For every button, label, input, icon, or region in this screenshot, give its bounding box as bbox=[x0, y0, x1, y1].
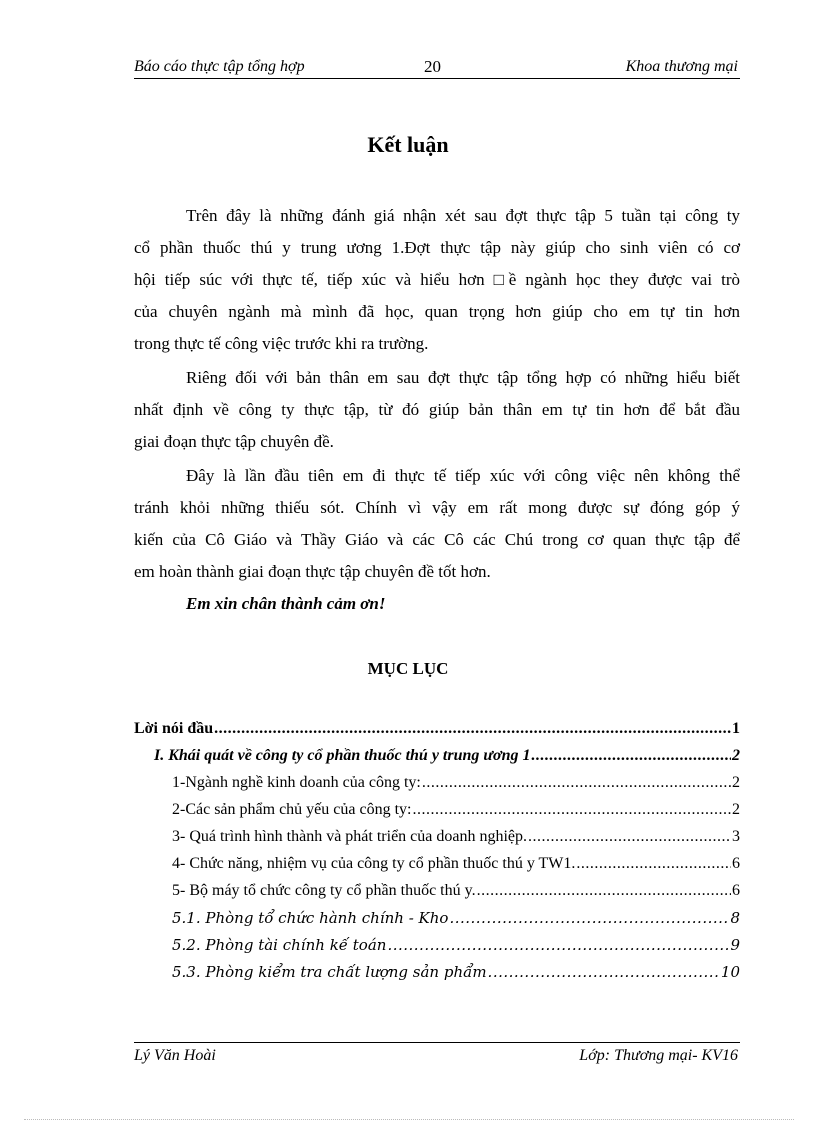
toc-entry-label: 1-Ngành nghề kinh doanh của công ty: bbox=[172, 774, 421, 791]
toc-entry-page: 2 bbox=[732, 801, 740, 818]
toc-entry-page: 6 bbox=[732, 855, 740, 872]
toc-leader-dots bbox=[488, 963, 720, 981]
page-footer bbox=[134, 1042, 740, 1069]
toc-leader-dots bbox=[531, 747, 731, 765]
header-department: Khoa thương mại bbox=[625, 58, 738, 75]
toc-entry-label: 5.1. Phòng tổ chức hành chính - Kho bbox=[172, 909, 449, 927]
toc-title: MỤC LỤC bbox=[367, 659, 449, 678]
toc-leader-dots bbox=[477, 882, 731, 900]
thanks-line: Em xin chân thành cảm ơn! bbox=[186, 594, 386, 613]
toc-entry-label: 2-Các sản phẩm chủ yếu của công ty: bbox=[172, 801, 412, 818]
toc-entry-label: 4- Chức năng, nhiệm vụ của công ty cổ phần thuốc thú y TW1. bbox=[172, 855, 576, 872]
toc-entry-label: Lời nói đầu bbox=[134, 720, 214, 737]
table-of-contents bbox=[134, 720, 740, 990]
text-line: trong thực tế công việc trước khi ra trường. bbox=[134, 334, 429, 353]
page-title: Kết luận bbox=[367, 132, 449, 157]
page-header bbox=[134, 56, 740, 79]
text-line: em hoàn thành giai đoạn thực tập chuyên đề tốt hơn. bbox=[134, 562, 491, 581]
conclusion-paragraph-3 bbox=[134, 460, 740, 588]
toc-entry[interactable] bbox=[134, 801, 740, 828]
toc-entry-label: 5.3. Phòng kiểm tra chất lượng sản phẩm bbox=[172, 963, 487, 981]
conclusion-paragraph-2 bbox=[134, 362, 740, 458]
toc-entry-label: 5- Bộ máy tổ chức công ty cổ phần thuốc thú y. bbox=[172, 882, 476, 899]
toc-entry-page: 9 bbox=[730, 936, 740, 954]
text-line: Đây là lần đầu tiên em đi thực tế tiếp xúc với công việc nên không thể bbox=[186, 466, 740, 485]
toc-entry-page: 10 bbox=[720, 963, 740, 981]
text-line: kiến của Cô Giáo và Thầy Giáo và các Cô các Chú trong cơ quan thực tập để bbox=[134, 530, 740, 549]
toc-entry-page: 1 bbox=[732, 720, 740, 737]
toc-leader-dots bbox=[214, 720, 731, 738]
footer-class: Lớp: Thương mại- KV16 bbox=[579, 1047, 738, 1064]
text-line: giai đoạn thực tập chuyên đề. bbox=[134, 432, 334, 451]
toc-entry[interactable] bbox=[134, 909, 740, 936]
toc-entry[interactable] bbox=[134, 882, 740, 909]
toc-entry[interactable] bbox=[134, 720, 740, 747]
text-line: Trên đây là những đánh giá nhận xét sau đợt thực tập 5 tuần tại công ty bbox=[186, 206, 740, 225]
text-line: của chuyên ngành mà mình đã học, quan trọng hơn giúp cho em tự tin hơn bbox=[134, 302, 740, 321]
footer-author: Lý Văn Hoài bbox=[134, 1047, 216, 1064]
header-report-title: Báo cáo thực tập tổng hợp bbox=[134, 58, 305, 75]
toc-entry-page: 8 bbox=[730, 909, 740, 927]
toc-entry-label: 5.2. Phòng tài chính kế toán bbox=[172, 936, 387, 954]
toc-entry[interactable] bbox=[134, 855, 740, 882]
toc-entry-page: 2 bbox=[732, 747, 740, 764]
text-line: hội tiếp súc với thực tế, tiếp xúc và hiểu hơn □ề ngành học they được vai trò bbox=[134, 270, 740, 289]
toc-entry-label: 3- Quá trình hình thành và phát triển của doanh nghiệp. bbox=[172, 828, 528, 845]
toc-leader-dots bbox=[449, 909, 729, 927]
text-line: Riêng đối với bản thân em sau đợt thực tập tổng hợp có những hiểu biết bbox=[186, 368, 740, 387]
text-line: cổ phần thuốc thú y trung ương 1.Đợt thực tập này giúp cho sinh viên có cơ bbox=[134, 238, 740, 257]
toc-entry[interactable] bbox=[134, 936, 740, 963]
text-line: nhất định về công ty thực tập, từ đó giúp bản thân em tự tin hơn để bắt đầu bbox=[134, 400, 740, 419]
text-line: tránh khỏi những thiếu sót. Chính vì vậy em rất mong được sự đóng góp ý bbox=[134, 498, 740, 517]
toc-entry-label: I. Khái quát về công ty cổ phần thuốc thú y trung ương 1 bbox=[154, 747, 531, 764]
toc-leader-dots bbox=[422, 774, 731, 792]
header-page-number: 20 bbox=[424, 57, 441, 76]
toc-entry[interactable] bbox=[134, 828, 740, 855]
toc-entry[interactable] bbox=[134, 963, 740, 990]
toc-entry-page: 2 bbox=[732, 774, 740, 791]
conclusion-paragraph-1 bbox=[134, 200, 740, 360]
toc-leader-dots bbox=[412, 801, 731, 819]
toc-leader-dots bbox=[576, 855, 731, 873]
toc-leader-dots bbox=[528, 828, 731, 846]
toc-entry-page: 6 bbox=[732, 882, 740, 899]
toc-entry-page: 3 bbox=[732, 828, 740, 845]
toc-entry[interactable] bbox=[134, 747, 740, 774]
toc-leader-dots bbox=[387, 936, 729, 954]
toc-entry[interactable] bbox=[134, 774, 740, 801]
page-bottom-divider bbox=[24, 1119, 794, 1120]
